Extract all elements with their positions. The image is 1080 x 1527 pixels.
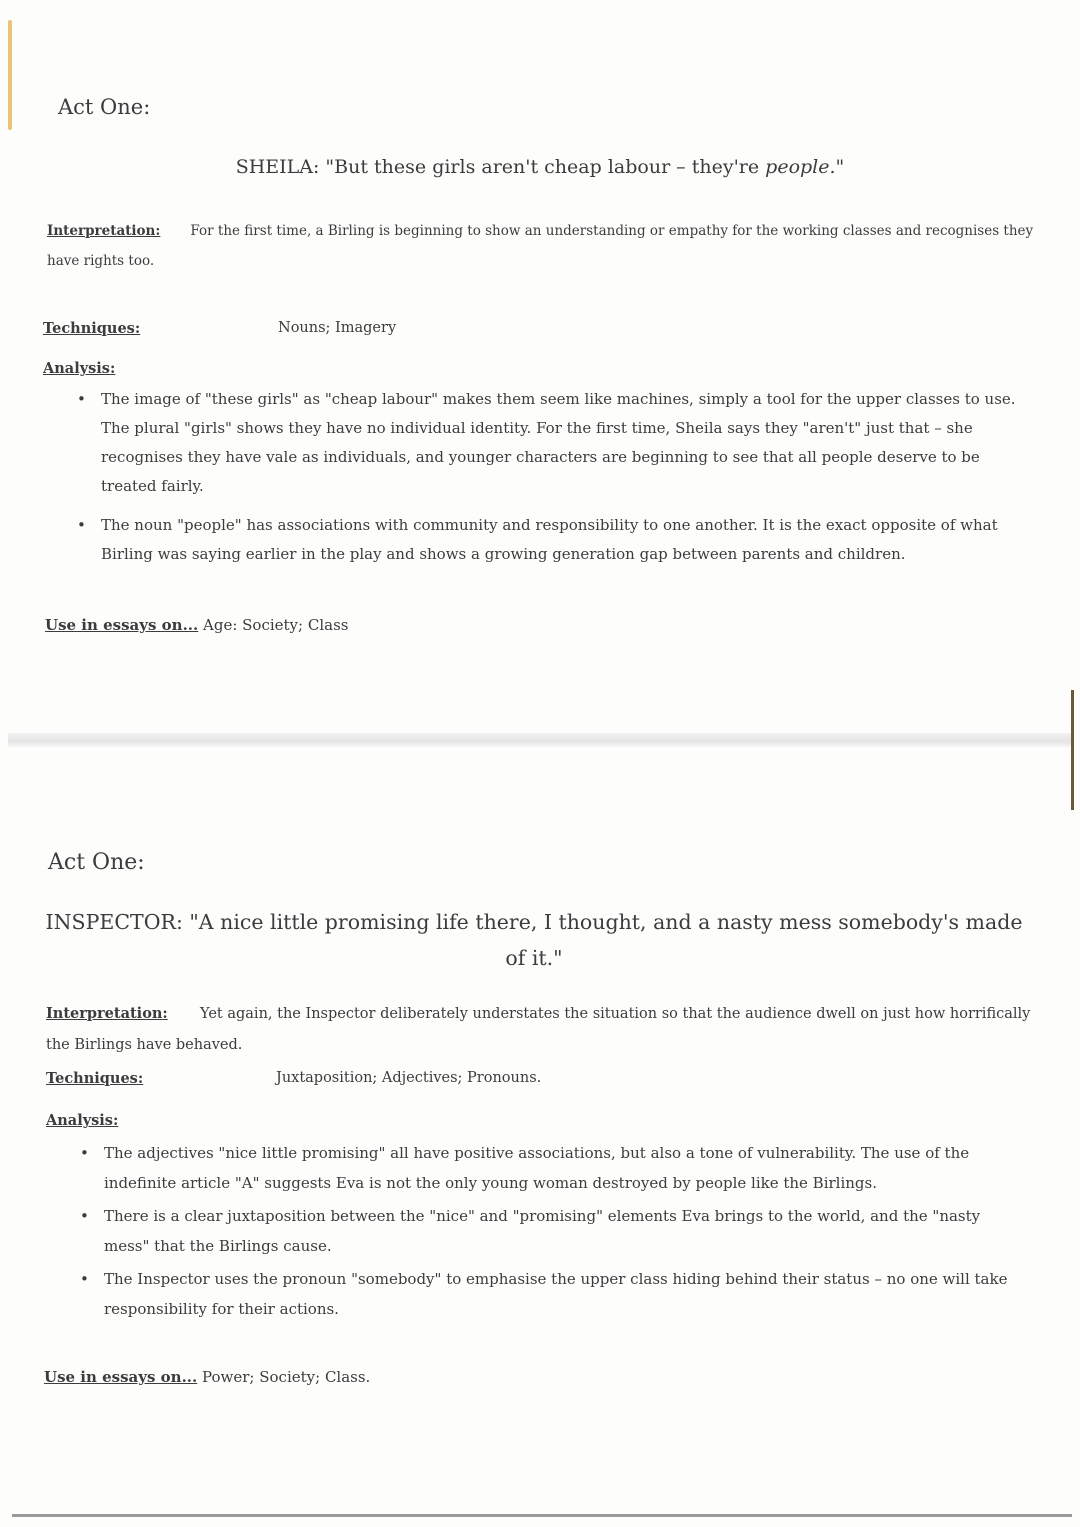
techniques-value: Juxtaposition; Adjectives; Pronouns.: [276, 1070, 542, 1086]
techniques-label: Techniques:: [43, 320, 141, 337]
techniques: [43, 320, 397, 337]
interpretation-label: Interpretation:: [46, 1005, 168, 1022]
page-bottom-edge: [12, 1514, 1072, 1517]
list-item: • The image of "these girls" as "cheap labour" makes them seem like machines, simply a tool for the upper classes to use. The plural "girls" shows they have no individual identity. For the first time, Sheila says they "aren't" just that – she recognises they have vale as individuals, and younger characters are beginning to see that all people deserve to be treated fairly.: [77, 385, 1037, 501]
list-item: • The adjectives "nice little promising" all have positive associations, but also a tone of vulnerability. The use of the indefinite article "A" suggests Eva is not the only young woman destroyed by people like the Birlings.: [80, 1138, 1030, 1198]
paper-edge-right: [1071, 690, 1074, 810]
use-label: Use in essays on...: [44, 1368, 198, 1386]
use-in-essays: [44, 1368, 370, 1386]
interpretation-label: Interpretation:: [47, 223, 161, 239]
techniques-value: Nouns; Imagery: [278, 320, 397, 336]
quote-main: SHEILA: "But these girls aren't cheap labour – they're: [235, 156, 766, 178]
interpretation-text: Yet again, the Inspector deliberately understates the situation so that the audience dwell on just how horrifically the Birlings have behaved.: [46, 1006, 1031, 1053]
analysis-label: Analysis:: [43, 360, 116, 377]
techniques-label: Techniques:: [46, 1070, 144, 1087]
interpretation: [46, 998, 1036, 1061]
interpretation-text: For the first time, a Birling is beginning to show an understanding or empathy for the working classes and recognises they have rights too.: [47, 223, 1034, 269]
analysis-list: [77, 385, 1037, 569]
list-item: • The Inspector uses the pronoun "somebody" to emphasise the upper class hiding behind their status – no one will take responsibility for their actions.: [80, 1264, 1030, 1324]
use-value: Age: Society; Class: [203, 616, 349, 634]
paper-edge-left: [8, 20, 12, 130]
interpretation: [47, 216, 1037, 276]
list-item: • The noun "people" has associations with community and responsibility to one another. It is the exact opposite of what Birling was saying earlier in the play and shows a growing generation gap between parents and children.: [77, 511, 1037, 569]
use-value: Power; Society; Class.: [202, 1368, 371, 1386]
quote-text: [200, 156, 880, 178]
quote-close: ": [835, 156, 845, 178]
analysis-list: [80, 1138, 1030, 1324]
act-title: Act One:: [58, 95, 151, 119]
techniques: [46, 1070, 542, 1087]
page-fold-divider: [8, 733, 1072, 747]
use-label: Use in essays on...: [45, 616, 199, 634]
quote-text: INSPECTOR: "A nice little promising life there, I thought, and a nasty mess somebody's made of it.": [45, 910, 1023, 970]
list-item: • There is a clear juxtaposition between the "nice" and "promising" elements Eva brings to the world, and the "nasty mess" that the Birlings cause.: [80, 1201, 1030, 1261]
act-title: Act One:: [48, 850, 145, 875]
quote-emphasis: people.: [765, 156, 836, 178]
use-in-essays: [45, 616, 348, 634]
analysis-label: Analysis:: [46, 1112, 119, 1129]
